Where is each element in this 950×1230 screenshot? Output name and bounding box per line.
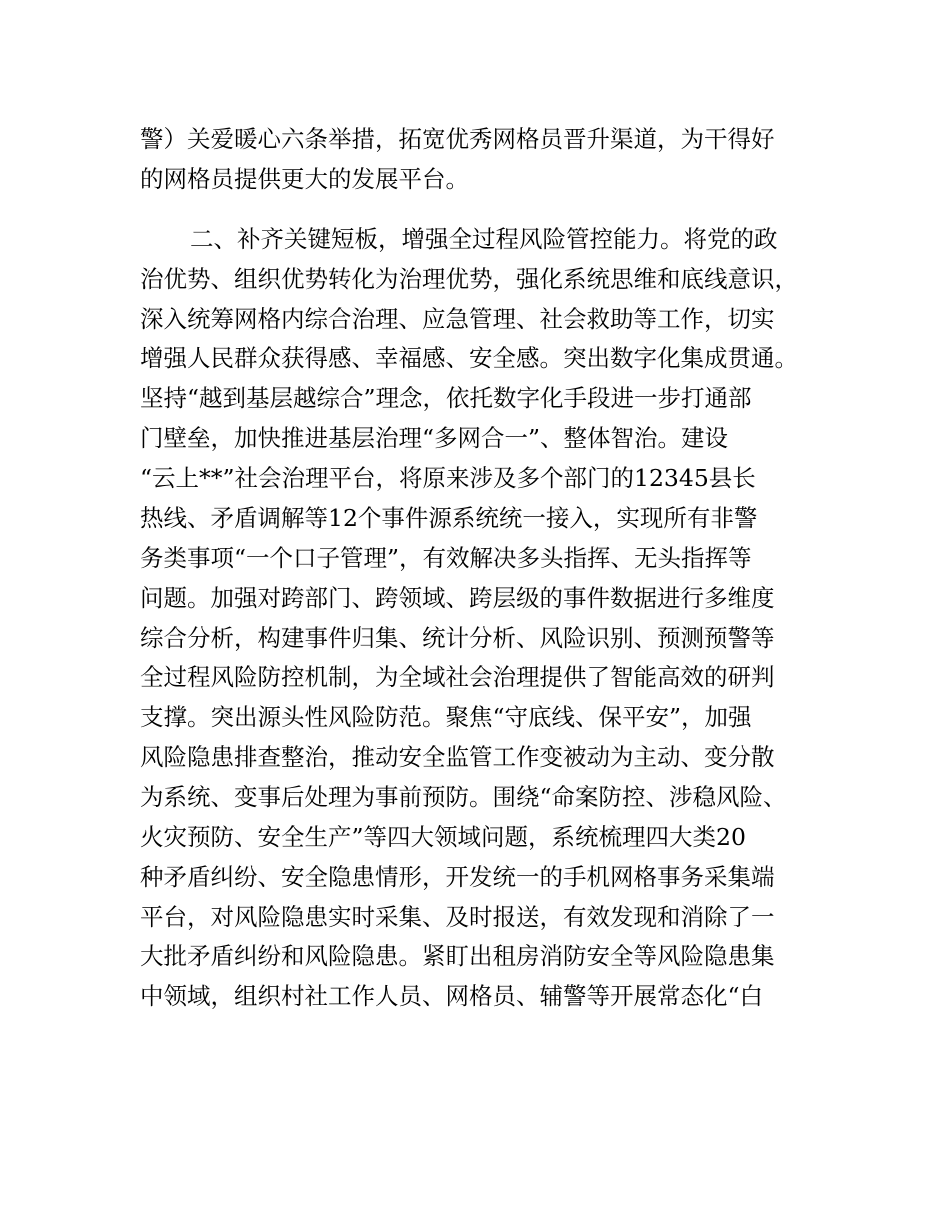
- text-line: 综合分析，构建事件归集、统计分析、风险识别、预测预警等: [140, 624, 775, 652]
- text-line: 警）关爱暖心六条举措，拓宽优秀网格员晋升渠道，为干得好: [140, 125, 775, 153]
- text-line: 全过程风险防控机制，为全域社会治理提供了智能高效的研判: [140, 663, 775, 691]
- text-line: 大批矛盾纠纷和风险隐患。紧盯出租房消防安全等风险隐患集: [140, 942, 775, 970]
- text-line: 火灾预防、安全生产”等四大领域问题，系统梳理四大类20: [140, 823, 746, 851]
- text-line: 增强人民群众获得感、幸福感、安全感。突出数字化集成贯通。: [140, 344, 798, 372]
- text-line: 深入统筹网格内综合治理、应急管理、社会救助等工作，切实: [140, 305, 775, 333]
- text-line: 种矛盾纠纷、安全隐患情形，开发统一的手机网格事务采集端: [140, 863, 775, 891]
- section-heading-line: 二、补齐关键短板，增强全过程风险管控能力。将党的政: [190, 225, 778, 253]
- text-line: “云上**”社会治理平台，将原来涉及多个部门的12345县长: [140, 464, 756, 492]
- text-line: 中领域，组织村社工作人员、网格员、辅警等开展常态化“白: [140, 982, 764, 1010]
- text-line: 务类事项“一个口子管理”，有效解决多头指挥、无头指挥等: [140, 544, 752, 572]
- text-line: 门壁垒，加快推进基层治理“多网合一”、整体智治。建设: [140, 424, 729, 452]
- text-line: 热线、矛盾调解等12个事件源系统统一接入，实现所有非警: [140, 504, 758, 532]
- text-line: 坚持“越到基层越综合”理念，依托数字化手段进一步打通部: [140, 384, 752, 412]
- text-line: 平台，对风险隐患实时采集、及时报送，有效发现和消除了一: [140, 903, 775, 931]
- text-line: 支撑。突出源头性风险防范。聚焦“守底线、保平安”，加强: [140, 703, 752, 731]
- text-line: 治优势、组织优势转化为治理优势，强化系统思维和底线意识，: [140, 265, 798, 293]
- text-line: 的网格员提供更大的发展平台。: [140, 165, 469, 193]
- text-line: 风险隐患排查整治，推动安全监管工作变被动为主动、变分散: [140, 743, 775, 771]
- text-line: 为系统、变事后处理为事前预防。围绕“命案防控、涉稳风险、: [140, 783, 787, 811]
- text-line: 问题。加强对跨部门、跨领域、跨层级的事件数据进行多维度: [140, 584, 775, 612]
